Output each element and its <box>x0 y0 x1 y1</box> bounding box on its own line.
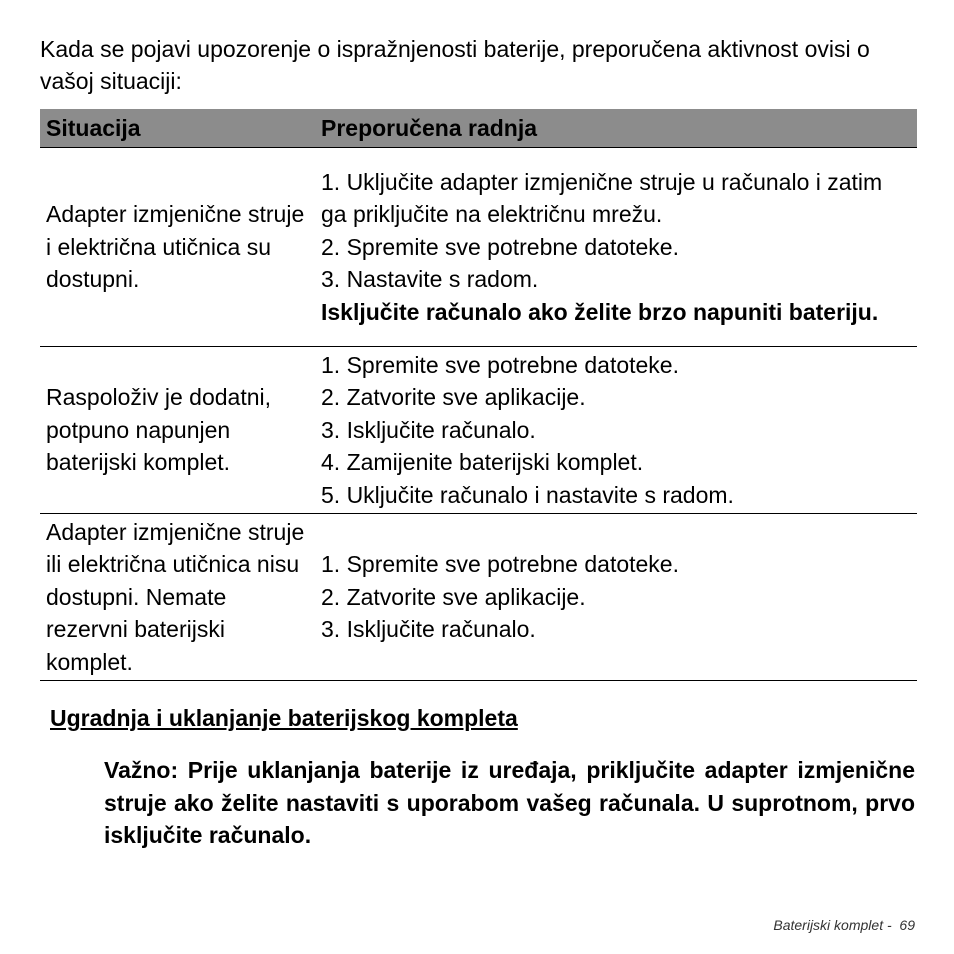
table-header-row <box>40 109 917 148</box>
situation-cell: Adapter izmjenične struje i električna utičnica su dostupni. <box>40 148 316 347</box>
step-item: 3. Isključite računalo. <box>321 416 536 443</box>
table-row <box>40 514 917 681</box>
step-item: 2. Spremite sve potrebne datoteke. <box>321 233 679 260</box>
section-heading: Ugradnja i uklanjanje baterijskog kompleta <box>50 705 518 731</box>
situation-table <box>40 109 917 681</box>
step-item: 2. Zatvorite sve aplikacije. <box>321 583 586 610</box>
step-item: 1. Spremite sve potrebne datoteke. <box>321 551 679 578</box>
step-item: 3. Isključite računalo. <box>321 616 536 643</box>
action-cell <box>316 514 917 681</box>
step-item: 1. Spremite sve potrebne datoteke. <box>321 351 679 378</box>
table-row <box>40 148 917 347</box>
table-row <box>40 347 917 514</box>
step-item: 1. Uključite adapter izmjenične struje u računalo i zatim ga priključite na električnu mrežu. <box>321 168 883 228</box>
step-note: Isključite računalo ako želite brzo napuniti bateriju. <box>321 298 879 325</box>
situation-cell: Raspoloživ je dodatni, potpuno napunjen baterijski komplet. <box>40 347 316 514</box>
header-recommended-action: Preporučena radnja <box>316 109 917 148</box>
page-footer <box>773 917 915 933</box>
intro-paragraph: Kada se pojavi upozorenje o ispražnjenosti baterije, preporučena aktivnost ovisi o vašoj situaciji: <box>40 36 870 94</box>
step-item: 5. Uključite računalo i nastavite s radom. <box>321 481 734 508</box>
action-cell <box>316 347 917 514</box>
action-cell <box>316 148 917 347</box>
important-note: Važno: Prije uklanjanja baterije iz uređaja, priključite adapter izmjenične struje ako želite nastaviti s uporabom vašeg računala. U suprotnom, prvo isključite računalo. <box>104 757 915 848</box>
header-situation: Situacija <box>40 109 316 148</box>
step-item: 2. Zatvorite sve aplikacije. <box>321 384 586 411</box>
page-number: 69 <box>899 917 915 933</box>
step-item: 3. Nastavite s radom. <box>321 266 539 293</box>
step-item: 4. Zamijenite baterijski komplet. <box>321 449 644 476</box>
situation-cell: Adapter izmjenične struje ili električna utičnica nisu dostupni. Nemate rezervni baterijski komplet. <box>40 514 316 681</box>
footer-section-title: Baterijski komplet - <box>773 917 892 933</box>
